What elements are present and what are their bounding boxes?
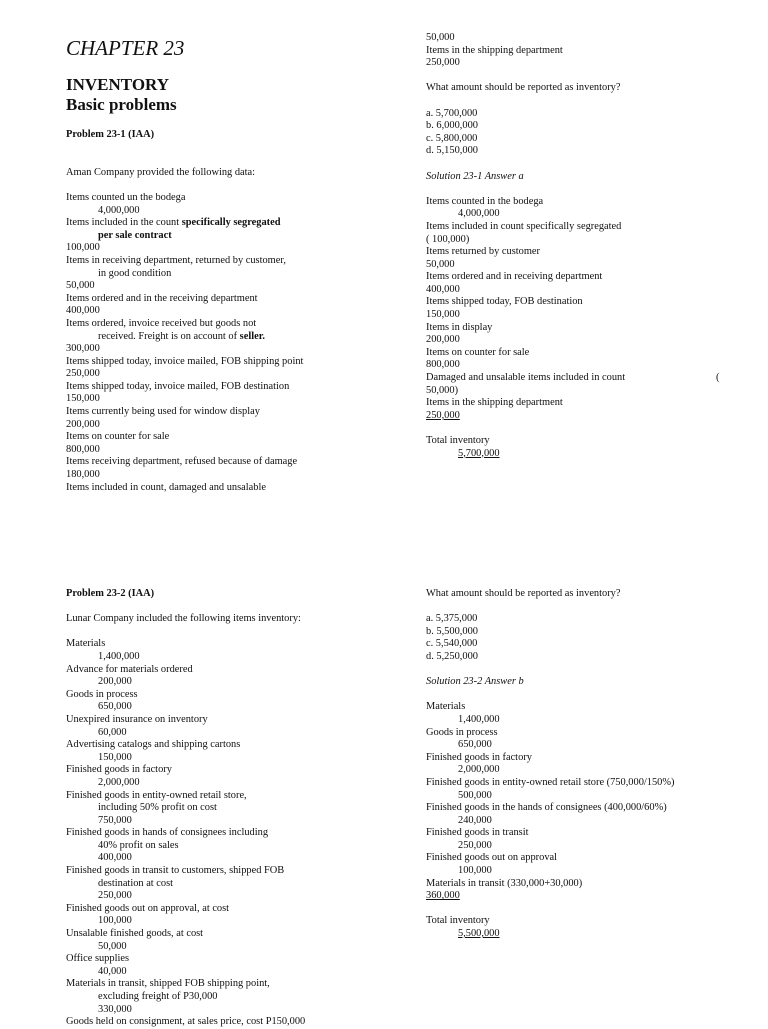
list-item: Unexpired insurance on inventory 60,000 — [66, 713, 208, 738]
list-item: Items shipped today, invoice mailed, FOB shipping point 250,000 — [66, 355, 304, 380]
list-item: Items receiving department, refused because of damage 180,000 — [66, 456, 298, 481]
list-item: Items on counter for sale 800,000 — [66, 431, 170, 455]
list-item: Finished goods in entity-owned retail store, including 50% profit on cost 750,000 — [66, 789, 247, 826]
choice-a: a. 5,375,000 — [426, 613, 478, 625]
choice-d: d. 5,250,000 — [426, 650, 478, 662]
list-item: Finished goods in transit to customers, shipped FOB destination at cost 250,000 — [66, 865, 285, 902]
problem-23-1-left-column — [66, 33, 386, 494]
list-item: Finished goods in hands of consignees including 40% profit on sales 400,000 — [66, 827, 269, 864]
choice-b: b. 6,000,000 — [426, 120, 478, 132]
list-item: Advance for materials ordered 200,000 — [66, 663, 193, 688]
list-item: Advertising catalogs and shipping cartons 150,000 — [66, 739, 241, 763]
solution-label: Solution 23-2 Answer b — [426, 676, 524, 688]
list-item: Materials 1,400,000 — [66, 638, 140, 662]
list-item: Items included in count, damaged and unsalable — [66, 481, 266, 493]
list-item: Goods in process 650,000 — [66, 688, 138, 713]
problem-title: Problem 23-1 (IAA) — [66, 129, 155, 140]
problem-intro: Lunar Company included the following items inventory: — [66, 613, 301, 625]
problem-23-1-right-column: 50,000 Items in the shipping department 250,000 What amount should be reported as inventory? a. 5,700,000 b. 6,000,000 c. 5,800,000 d. 5,150,000 Solution 23-1 Answer a Items counted in the bodega 4,000,000 Items included in count specifically segregated ( 100,000) Items returned by customer 50,000 Items ordered and in receiving department 400,000 Items shipped today, FOB destination 150,000 Items in display 200,000 Items on counter for sale 800,000 Damaged and unsalable items included in count ( 50,000) Items in the shipping department 250,000 Total inventory 5,700,000 — [426, 32, 746, 460]
total-label: Total inventory — [426, 435, 490, 446]
continued-amount: 50,000 — [426, 32, 455, 43]
list-item: Unsalable finished goods, at cost 50,000 — [66, 928, 204, 952]
list-item: Items in receiving department, returned by customer, in good condition 50,000 — [66, 254, 287, 292]
list-item: Items counted un the bodega 4,000,000 — [66, 191, 186, 216]
choice-a: a. 5,700,000 — [426, 107, 478, 119]
chapter-title: CHAPTER 23 — [66, 36, 185, 60]
problem-23-2-right-column: What amount should be reported as inventory? a. 5,375,000 b. 5,500,000 c. 5,540,000 d. 5,250,000 Solution 23-2 Answer b Materials 1,400,000 Goods in process 650,000 Finished goods in factory 2,000,000 Finished goods in entity-owned retail store (750,000/150%) 500,000 Finished goods in the hands of consignees (400,000/60%) 240,000 Finished goods in transit 250,000 Finished goods out on approval 100,000 Materials in transit (330,000+30,000) 360,000 Total inventory 5,500,000 — [426, 588, 746, 941]
total-label: Total inventory — [426, 915, 490, 927]
list-item: Office supplies 40,000 — [66, 953, 130, 977]
problem-intro: Aman Company provided the following data: — [66, 166, 256, 178]
choice-b: b. 5,500,000 — [426, 625, 478, 637]
choice-c: c. 5,800,000 — [426, 132, 478, 144]
choice-c: c. 5,540,000 — [426, 638, 478, 650]
list-item: Items shipped today, invoice mailed, FOB destination 150,000 — [66, 380, 290, 405]
list-item: Items ordered, invoice received but goods not received. Freight is on account of seller. 300,000 — [66, 317, 265, 355]
list-item: Finished goods in factory 2,000,000 — [66, 764, 172, 788]
problem-title: Problem 23-2 (IAA) — [66, 588, 155, 599]
total-amount: 5,700,000 — [458, 447, 500, 459]
list-item: Materials in transit, shipped FOB shipping point, excluding freight of P30,000 330,000 — [66, 978, 270, 1015]
heading-basic-problems: Basic problems — [66, 95, 177, 114]
question: What amount should be reported as inventory? — [426, 82, 621, 94]
list-item: Items included in the count specifically segregated per sale contract 100,000 — [66, 217, 281, 254]
list-item: Goods held on consignment, at sales price, cost P150,000 — [66, 1016, 306, 1028]
heading-inventory: INVENTORY — [66, 75, 169, 94]
solution-label: Solution 23-1 Answer a — [426, 170, 524, 182]
list-item: Finished goods out on approval, at cost 100,000 — [66, 902, 230, 927]
total-amount: 5,500,000 — [458, 928, 500, 940]
choice-d: d. 5,150,000 — [426, 145, 478, 157]
list-item: Items currently being used for window display 200,000 — [66, 406, 260, 430]
question: What amount should be reported as inventory? — [426, 588, 621, 599]
problem-23-2-left-column — [66, 588, 386, 1029]
list-item: Items ordered and in the receiving department 400,000 — [66, 292, 258, 317]
